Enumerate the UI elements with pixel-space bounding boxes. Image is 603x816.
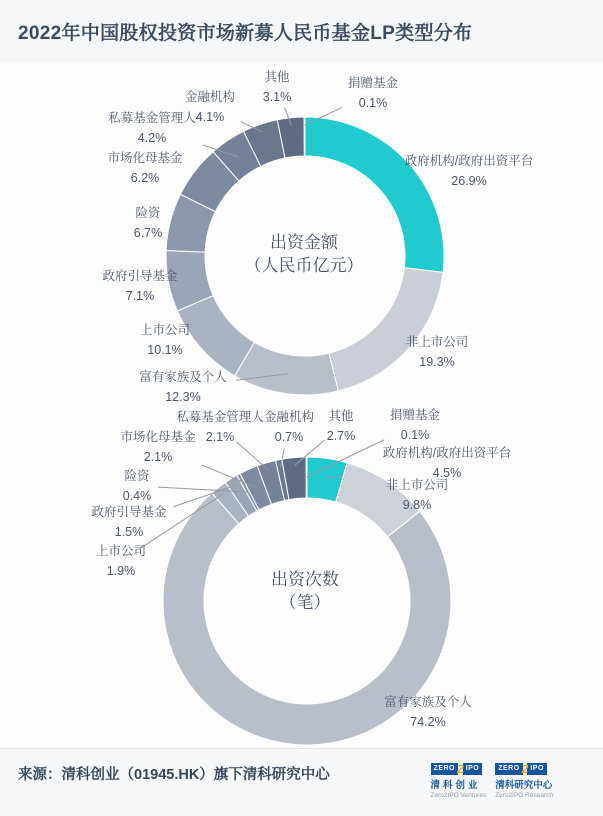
slice-percent: 1.9% [106, 564, 136, 578]
zero2ipo-badge [495, 763, 547, 775]
slice-label [55, 266, 225, 306]
slice-name: 政府引导基金 [102, 269, 178, 283]
logo-zero-text: ZERO [495, 763, 522, 775]
slice-name: 政府引导基金 [91, 505, 167, 519]
donut-1-slice [329, 268, 443, 391]
slice-percent: 19.3% [419, 355, 455, 369]
slice-label [330, 405, 500, 445]
slice-name: 富有家族及个人 [384, 695, 472, 709]
donut1-center-line2: （人民币亿元） [244, 256, 364, 275]
header-band [0, 0, 603, 62]
page-title: 2022年中国股权投资市场新募人民币基金LP类型分布 [18, 22, 473, 44]
slice-percent: 0.1% [400, 428, 430, 442]
slice-name: 金融机构 [263, 410, 314, 424]
slice-percent: 6.2% [130, 171, 160, 185]
slice-percent: 4.5% [432, 466, 462, 480]
slice-name: 其他 [264, 70, 290, 84]
slice-name: 政府机构/政府出资平台 [382, 446, 512, 460]
donut-2-slice [306, 457, 307, 498]
slice-label [63, 203, 233, 243]
donut2-center-line2: （笔） [279, 593, 331, 612]
slice-percent: 10.1% [147, 343, 183, 357]
slice-label [98, 367, 268, 407]
slice-name: 其他 [328, 409, 354, 423]
source-text: 来源：清科创业（01945.HK）旗下清科研究中心 [18, 767, 330, 783]
logo-en-ventures: Zero2IPO Ventures [430, 792, 487, 799]
slice-percent: 6.7% [133, 226, 163, 240]
logo-two-text: 2 [457, 762, 464, 776]
donut1-center-line1: 出资金额 [270, 233, 338, 252]
slice-name: 险资 [135, 206, 161, 220]
donut2-center-line1: 出资次数 [271, 570, 339, 589]
donut1-center-label [245, 231, 364, 277]
logo-ipo-text: IPO [527, 763, 547, 775]
slice-percent: 0.1% [358, 96, 388, 110]
zero2ipo-research-logo [495, 763, 553, 799]
logos [431, 763, 553, 799]
logo-cn-ventures: 清科创业 [430, 780, 481, 791]
logo-ipo-text: IPO [463, 763, 483, 775]
zero2ipo-ventures-logo [431, 763, 487, 799]
slice-name: 金融机构 [184, 90, 235, 104]
slice-percent: 0.7% [274, 430, 304, 444]
slice-label [80, 320, 250, 360]
slice-label [352, 332, 522, 372]
slice-label [288, 73, 458, 113]
slice-name: 非上市公司 [385, 478, 449, 492]
slice-label [384, 151, 554, 191]
logo-zero-text: ZERO [431, 763, 458, 775]
slice-name: 政府机构/政府出资平台 [404, 154, 534, 168]
slice-percent: 2.1% [205, 430, 235, 444]
slice-percent: 3.1% [262, 90, 292, 104]
slice-percent: 9.8% [402, 498, 432, 512]
slice-name: 市场化母基金 [107, 151, 183, 165]
slice-percent: 4.2% [137, 131, 167, 145]
donut2-center-label [271, 568, 339, 614]
slice-percent: 12.3% [165, 390, 201, 404]
slice-percent: 26.9% [451, 174, 487, 188]
slice-label [36, 541, 206, 581]
slice-name: 捐赠基金 [347, 76, 398, 90]
slice-percent: 0.4% [122, 489, 152, 503]
slice-percent: 4.1% [195, 110, 225, 124]
slice-name: 险资 [124, 469, 150, 483]
logo-two-text: 2 [521, 762, 529, 776]
logo-en-research: Zero2IPO Research [495, 792, 553, 799]
slice-percent: 74.2% [410, 715, 446, 729]
slice-name: 上市公司 [95, 544, 146, 558]
slice-label [332, 475, 502, 515]
slice-name: 非上市公司 [405, 335, 469, 349]
slice-name: 富有家族及个人 [139, 370, 227, 384]
slice-label [60, 148, 230, 188]
slice-label [343, 692, 513, 732]
slice-name: 捐赠基金 [389, 408, 440, 422]
slice-percent: 2.7% [326, 429, 356, 443]
donut-1-slice [304, 117, 305, 156]
footer [0, 748, 603, 816]
slice-label [44, 502, 214, 542]
slice-percent: 7.1% [125, 289, 155, 303]
slice-name: 私募基金管理人 [176, 410, 264, 424]
zero2ipo-badge [431, 763, 483, 775]
slice-name: 私募基金管理人 [108, 111, 196, 125]
slice-percent: 2.1% [143, 450, 173, 464]
slice-label [52, 466, 222, 506]
slice-name: 市场化母基金 [120, 430, 196, 444]
logo-cn-research: 清科研究中心 [495, 780, 553, 791]
slice-name: 上市公司 [139, 323, 190, 337]
slice-percent: 1.5% [114, 525, 144, 539]
